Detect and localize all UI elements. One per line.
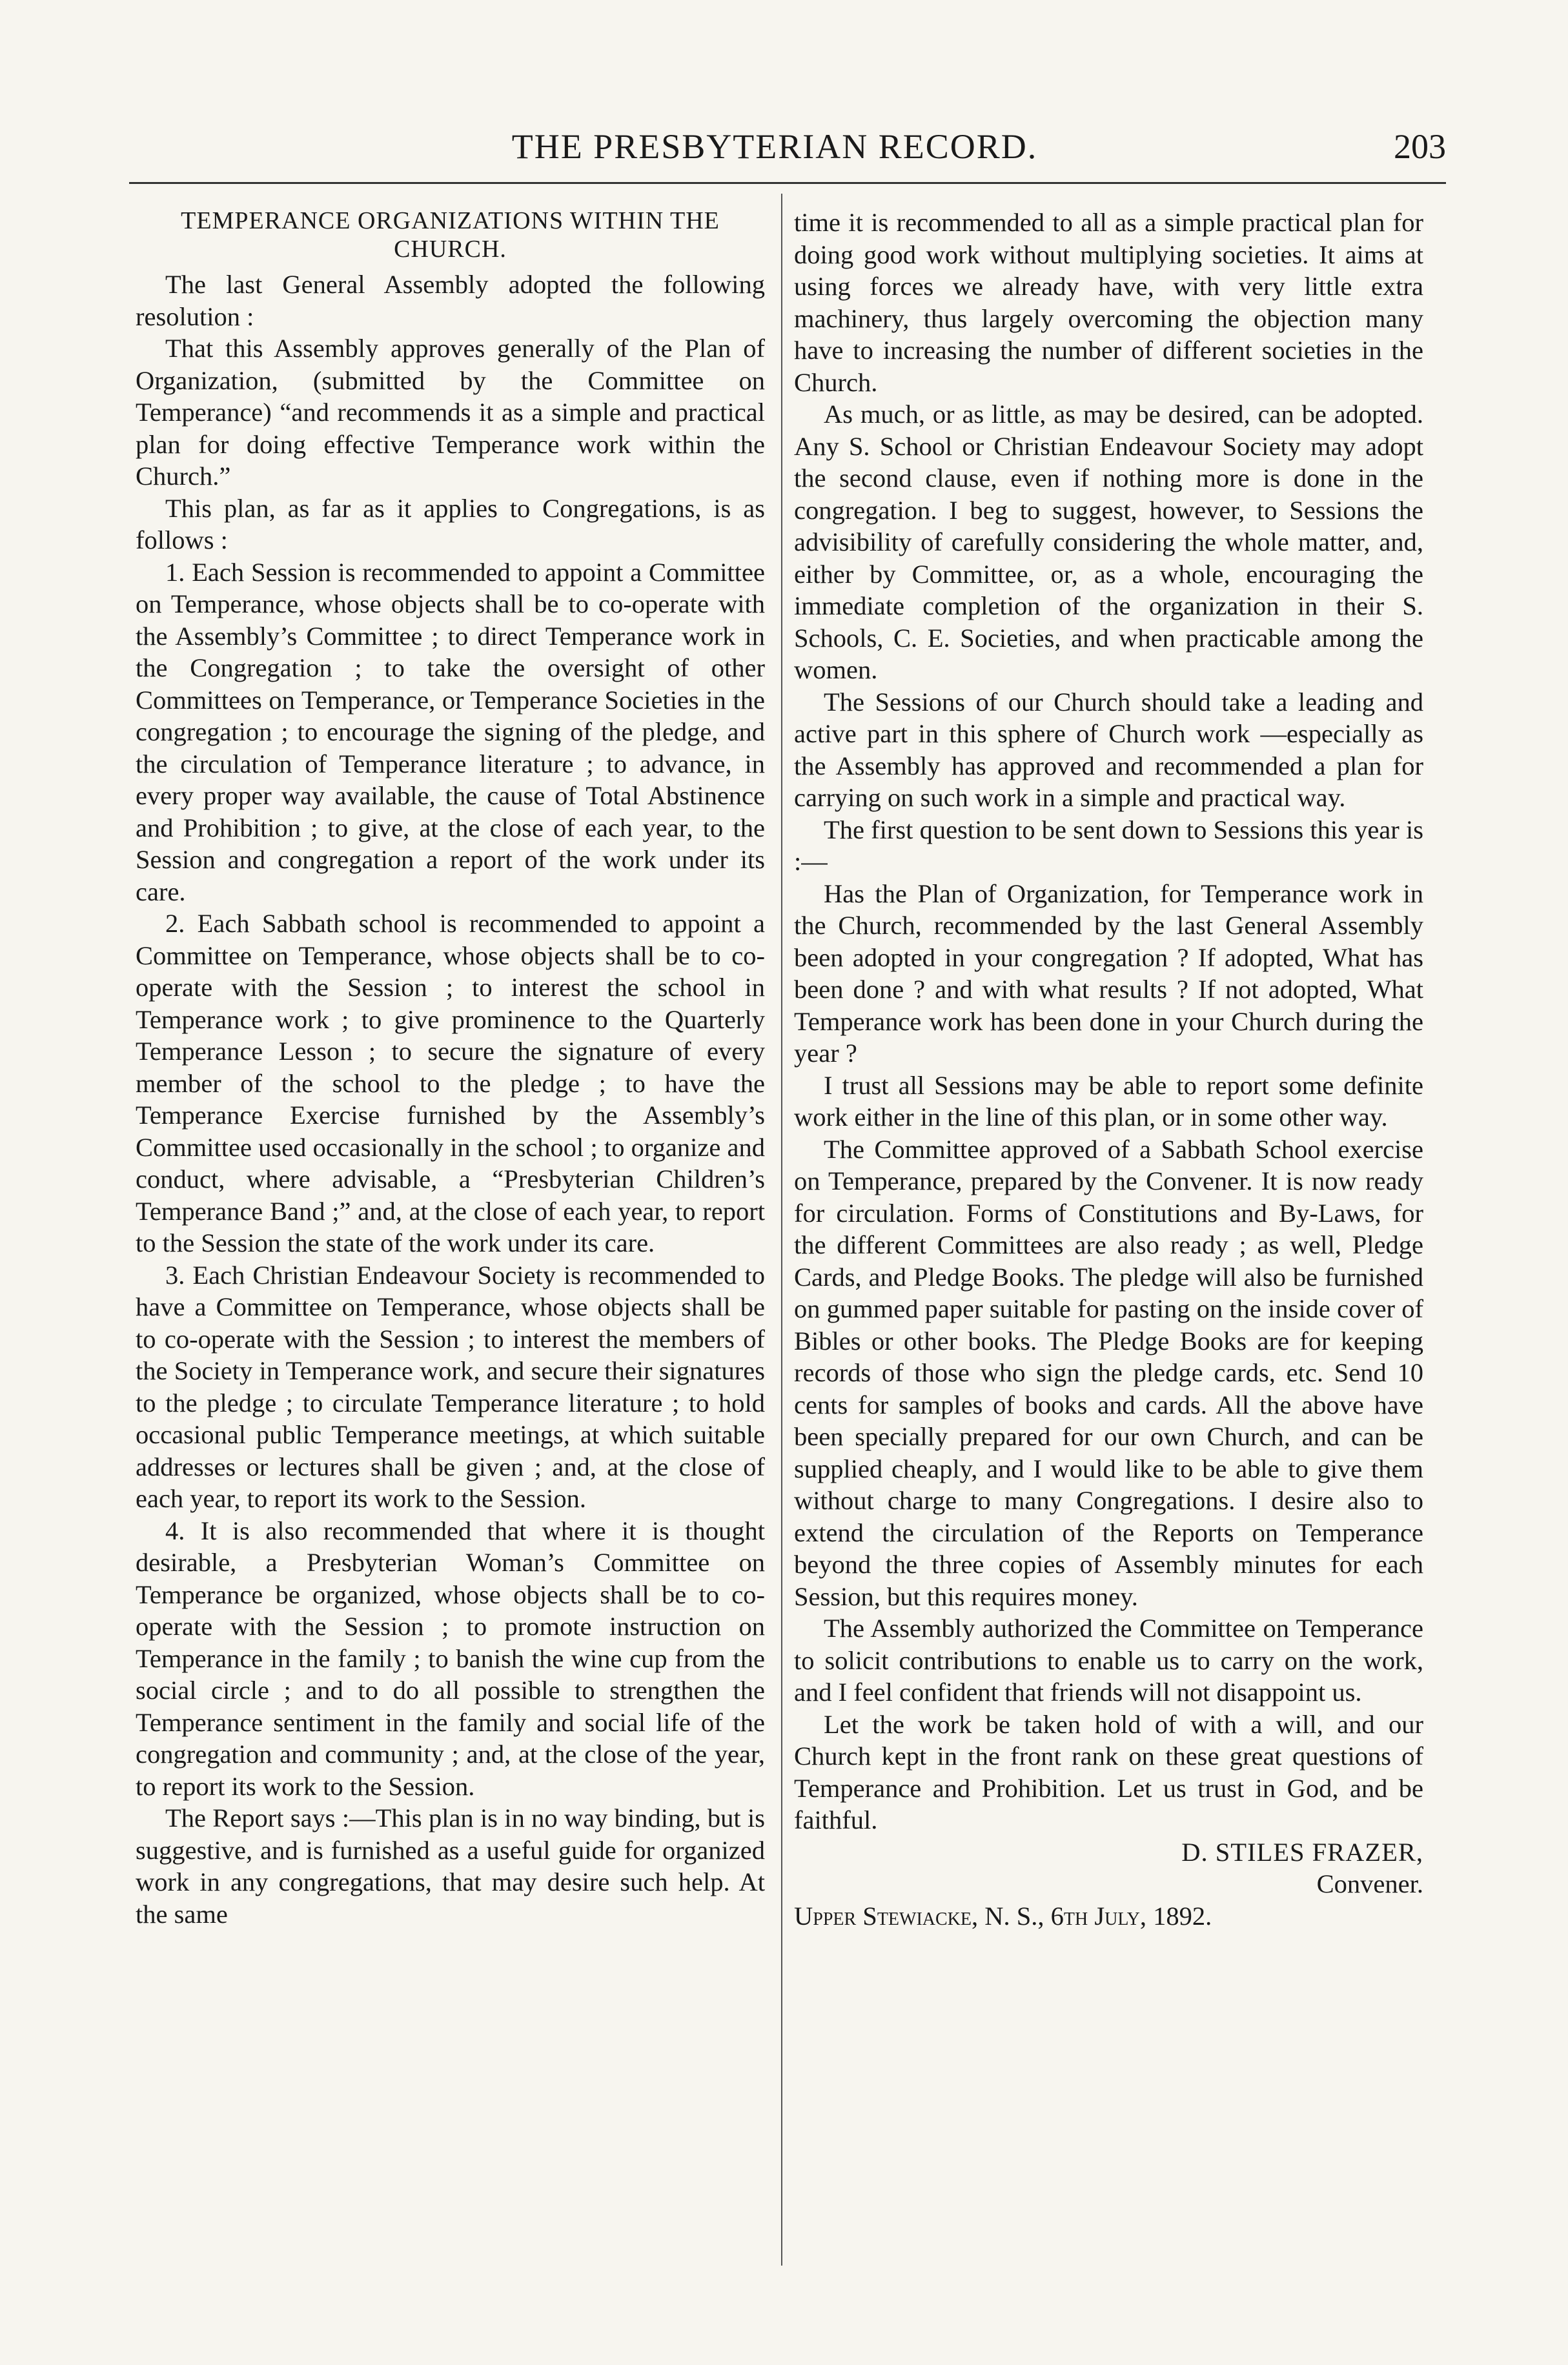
dateline: Upper Stewiacke, N. S., 6th July, 1892. [794, 1901, 1212, 1931]
running-title: THE PRESBYTERIAN RECORD. [511, 127, 1038, 166]
paragraph: The Assembly authorized the Committee on Temperance to solicit contributions to enable us to carry on the work, and I feel confident that friends will not disappoint us. [794, 1614, 1423, 1707]
paragraph: I trust all Sessions may be able to report some definite work either in the line of this plan, or in some other way. [794, 1070, 1423, 1132]
paragraph: The Sessions of our Church should take a leading and active part in this sphere of Church work —especially as the Assembly has approved and recommended a plan for carrying on such work in a simple and practical way. [794, 687, 1423, 812]
paragraph: That this Assembly approves generally of the Plan of Organization, (submitted by the Committee on Temperance) “and recommends it as a simple and practical plan for doing effective Temperance work within the Church.” [136, 334, 765, 491]
page-header [129, 127, 1446, 172]
paragraph: time it is recommended to all as a simple practical plan for doing good work without multiplying societies. It aims at using forces we already have, with very little extra machinery, thus largely overcoming the objection many have to increasing the number of different societies in the Church. [794, 208, 1423, 397]
paragraph: 1. Each Session is recommended to appoint a Committee on Temperance, whose objects shall be to co-operate with the Assembly’s Committee ; to direct Temperance work in the Congregation ; to take the oversight of other Committees on Temperance, or Temperance Societies in the congregation ; to encourage the signing of the pledge, and the circulation of Temperance literature ; to advance, in every proper way available, the cause of Total Abstinence and Prohibition ; to give, at the close of each year, to the Session and congregation a report of the work under its care. [136, 557, 765, 906]
paragraph: The Committee approved of a Sabbath School exercise on Temperance, prepared by the Convener. It is now ready for circulation. Forms of Constitutions and By-Laws, for the different Committees are also ready ; as well, Pledge Cards, and Pledge Books. The pledge will also be furnished on gummed paper suitable for pasting on the inside cover of Bibles or other books. The Pledge Books are for keeping records of those who sign the pledge cards, etc. Send 10 cents for samples of books and cards. All the above have been specially prepared for our own Church, and can be supplied cheaply, and I would like to be able to give them without charge to many Congregations. I desire also to extend the circulation of the Reports on Temperance beyond the three copies of Assembly minutes for each Session, but this requires money. [794, 1134, 1423, 1611]
paragraph: The Report says :—This plan is in no way binding, but is suggestive, and is furnished as a useful guide for organized work in any congregations, that may desire such help. At the same [136, 1803, 765, 1929]
paragraph: Has the Plan of Organization, for Temperance work in the Church, recommended by the last General Assembly been adopted in your congregation ? If adopted, What has been done ? and with what results ? If not adopted, What Temperance work has been done in your Church during the year ? [794, 878, 1423, 1068]
signature-name: D. STILES FRAZER, [1181, 1837, 1423, 1867]
paragraph: As much, or as little, as may be desired, can be adopted. Any S. School or Christian Endeavour Society may adopt the second clause, even if nothing more is done in the congregation. I beg to suggest, however, to Sessions the advisibility of carefully considering the whole matter, and, either by Committee, or, as a whole, encouraging the immediate completion of the organization in their S. Schools, C. E. Societies, and when practicable among the women. [794, 400, 1423, 684]
paragraph: 3. Each Christian Endeavour Society is recommended to have a Committee on Temperance, whose objects shall be to co-operate with the Session ; to interest the members of the Society in Temperance work, and secure their signatures to the pledge ; to circulate Temperance literature ; to hold occasional public Temperance meetings, at which suitable addresses or lectures shall be given ; and, at the close of each year, to report its work to the Session. [136, 1260, 765, 1513]
paragraph: The first question to be sent down to Sessions this year is :— [794, 815, 1423, 876]
right-column [794, 207, 1423, 1932]
paragraph: The last General Assembly adopted the following resolution : [136, 270, 765, 331]
paragraph: 4. It is also recommended that where it is thought desirable, a Presbyterian Woman’s Committee on Temperance be organized, whose objects shall be to co-operate with the Session ; to promote instruction on Temperance in the family ; to banish the wine cup from the social circle ; and to do all possible to strengthen the Temperance sentiment in the family and social life of the congregation and community ; and, at the close of the year, to report its work to the Session. [136, 1516, 765, 1801]
page-number: 203 [1394, 127, 1446, 166]
signature-role: Convener. [1316, 1869, 1423, 1898]
paragraph: This plan, as far as it applies to Congregations, is as follows : [136, 493, 765, 554]
header-rule [129, 182, 1446, 184]
column-divider [781, 194, 782, 2266]
paragraph: 2. Each Sabbath school is recommended to appoint a Committee on Temperance, whose objects shall be to co-operate with the Session ; to interest the school in Temperance work ; to give prominence to the Quarterly Temperance Lesson ; to secure the signature of every member of the school to the pledge ; to have the Temperance Exercise furnished by the Assembly’s Committee used occasionally in the school ; to organize and conduct, where advisable, a “Presbyterian Children’s Temperance Band ;” and, at the close of each year, to report to the Session the state of the work under its care. [136, 909, 765, 1257]
left-column [136, 207, 765, 1930]
paragraph: Let the work be taken hold of with a will, and our Church kept in the front rank on these great questions of Temperance and Prohibition. Let us trust in God, and be faithful. [794, 1709, 1423, 1834]
article-title: TEMPERANCE ORGANIZATIONS WITHIN THE CHURCH. [181, 207, 720, 263]
